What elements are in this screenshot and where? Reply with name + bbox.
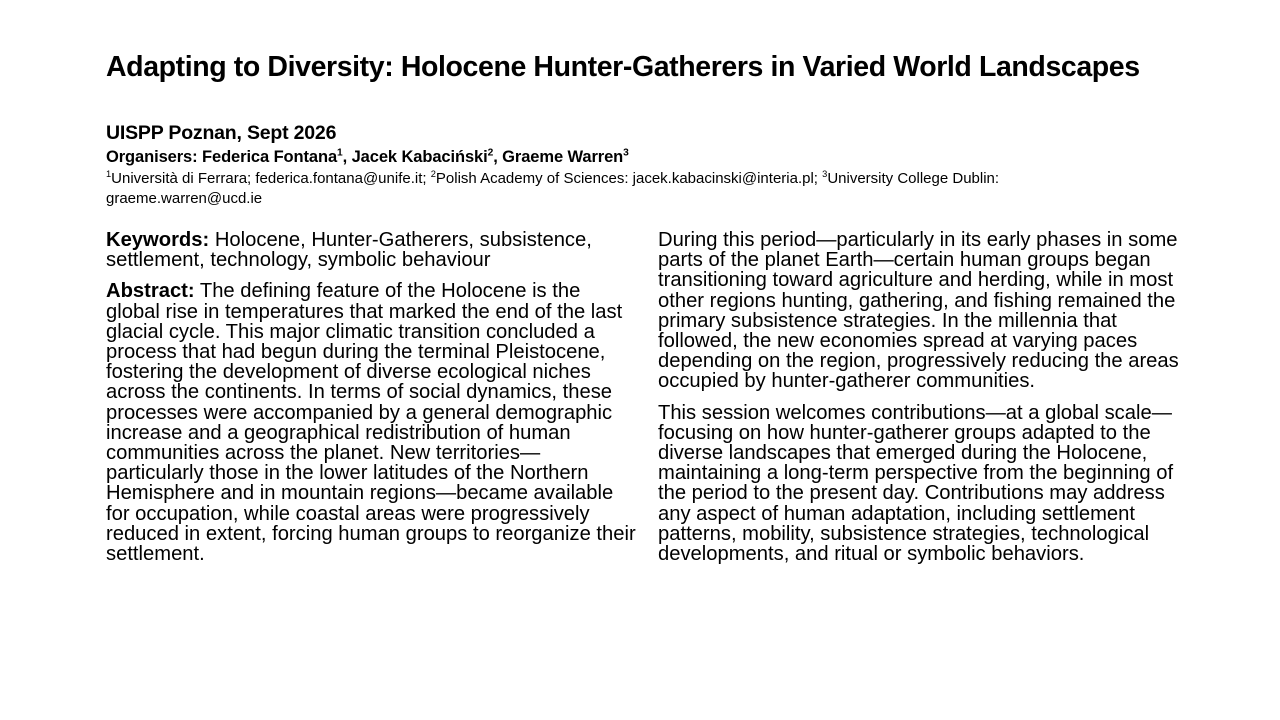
keywords-text: Holocene, Hunter-Gatherers, subsistence, settlement, technology, symbolic behaviour bbox=[106, 229, 592, 272]
affiliation-text: University College Dublin: graeme.warren@ucd.ie bbox=[106, 170, 1000, 207]
organisers-label: Organisers: bbox=[106, 148, 198, 166]
abstract-label: Abstract: bbox=[106, 280, 195, 303]
affiliations bbox=[106, 169, 1146, 209]
session-paragraph: This session welcomes contributions—at a global scale—focusing on how hunter-gatherer groups adapted to the diverse landscapes that emerged during the Holocene, maintaining a long-term perspective from the beginning of the period to the present day. Contributions may address any aspect of human adaptation, including settlement patterns, mobility, subsistence strategies, technological developments, and ritual or symbolic behaviors. bbox=[658, 401, 1174, 566]
organiser-ref: 2 bbox=[487, 147, 494, 159]
affiliation-ref: 2 bbox=[430, 169, 436, 179]
page-title: Adapting to Diversity: Holocene Hunter-Gatherers in Varied World Landscapes bbox=[106, 51, 1140, 83]
affiliation-ref: 1 bbox=[106, 169, 112, 179]
affiliation-text: Polish Academy of Sciences: jacek.kabacinski@interia.pl; bbox=[435, 170, 818, 187]
organisers-line: Organisers: Federica Fontana$^1$, Jacek Kabaciński$^2$, Graeme Warren$^3$ bbox=[106, 147, 629, 166]
abstract-text: The defining feature of the Holocene is the global rise in temperatures that marked the end of the last glacial cycle. This major climatic transition concluded a process that had begun during the terminal Pleistocene, fostering the development of diverse ecological niches across the continents. In terms of social dynamics, these processes were accompanied by a general demographic increase and a geographical redistribution of human communities across the planet. New territories—particularly those in the lower latitudes of the Northern Hemisphere and in mountain regions—became available for occupation, while coastal areas were progressively reduced in extent, forcing human groups to reorganize their settlement. bbox=[106, 280, 636, 566]
organiser-name: Federica Fontana bbox=[202, 148, 338, 166]
organiser-name: Graeme Warren bbox=[502, 148, 624, 166]
affiliation-text: Università di Ferrara; federica.fontana@unife.it; bbox=[111, 170, 427, 187]
period-paragraph: During this period—particularly in its early phases in some parts of the planet Earth—certain human groups began transitioning toward agriculture and herding, while in most other regions hunting, gathering, and fishing remained the primary subsistence strategies. In the millennia that followed, the new economies spread at varying paces depending on the region, progressively reducing the areas occupied by hunter-gatherer communities. bbox=[658, 229, 1179, 393]
organiser-ref: 1 bbox=[337, 147, 343, 159]
abstract-paragraph bbox=[106, 281, 636, 564]
organiser-ref: 3 bbox=[623, 147, 629, 159]
left-column bbox=[106, 230, 636, 575]
affiliation-ref: 3 bbox=[822, 169, 828, 179]
organiser-name: Jacek Kabaciński bbox=[351, 148, 488, 166]
session-meta bbox=[106, 120, 1186, 209]
keywords-paragraph bbox=[106, 230, 636, 270]
right-column bbox=[658, 230, 1188, 575]
event-line: UISPP Poznan, Sept 2026 bbox=[106, 122, 337, 144]
keywords-label: Keywords: bbox=[106, 229, 210, 251]
